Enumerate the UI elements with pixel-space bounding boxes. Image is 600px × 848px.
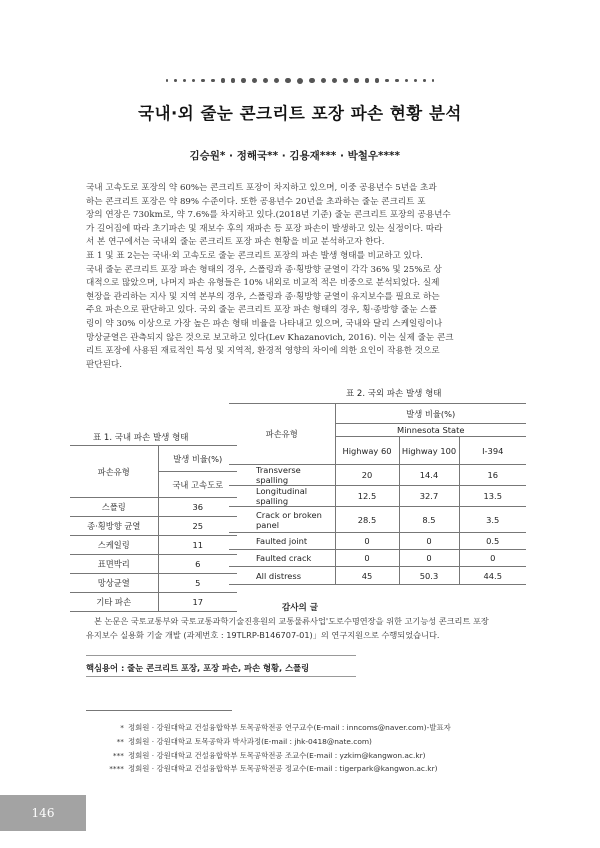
table1-cell-type: 스폴링 <box>70 498 158 517</box>
table2-cell-value: 0 <box>399 550 459 567</box>
paragraph-line: 서 본 연구에서는 국내외 줄눈 콘크리트 포장 파손 현황을 비교 분석하고자 한다. <box>86 237 385 248</box>
decorative-dot <box>432 79 435 82</box>
decorative-dot <box>274 78 279 83</box>
body-paragraph-1 <box>86 182 524 250</box>
decorative-dot <box>211 79 215 83</box>
decorative-dot <box>423 79 426 82</box>
paragraph-line: 링이 약 30% 이상으로 가장 높은 파손 형태 비율을 나타내고 있으며, 국내와 달리 스케일링이나 <box>86 318 443 329</box>
table1-cell-type: 스케일링 <box>70 536 158 555</box>
decorative-dot <box>375 78 379 82</box>
decorative-dot <box>166 79 169 82</box>
table2-col-header: Highway 100 <box>399 437 459 465</box>
table1-header-ratio: 발생 비율(%) <box>158 446 237 472</box>
table2-col-header: Highway 60 <box>335 437 399 465</box>
footnote: ** 정회원 · 강원대학교 토목공학과 박사과정(E-mail : jhk-0418@nate.com) <box>116 736 372 746</box>
table-row <box>70 574 237 593</box>
acknowledgement-text <box>86 614 524 642</box>
table2-cell-value: 0.5 <box>459 533 526 550</box>
table1-cell-type: 망상균열 <box>70 574 158 593</box>
acknowledgement-line: 본 논문은 국토교통부와 국토교통과학기술진흥원의 교통물류사업'도로수명연장을 위한 고기능성 콘크리트 포장 <box>94 616 489 626</box>
table2-cell-value: 44.5 <box>459 567 526 585</box>
table1-cell-value: 17 <box>158 593 237 612</box>
table2-cell-type: Longitudinal spalling <box>229 486 335 507</box>
table-row <box>229 533 526 550</box>
table2-cell-value: 8.5 <box>399 507 459 533</box>
table1-header-sub: 국내 고속도로 <box>158 472 237 498</box>
keywords: 핵심용어 : 줄눈 콘크리트 포장, 포장 파손, 파손 형황, 스폴링 <box>86 663 310 673</box>
acknowledgement-line: 유지보수 실용화 기술 개발 (과제번호 : 19TLRP-B146707-01)」의 연구지원으로 수행되었습니다. <box>86 630 440 640</box>
footnote: * 정회원 · 강원대학교 건설융합학부 토목공학전공 연구교수(E-mail : inncoms@naver.com)-발표자 <box>120 723 451 732</box>
table2-cell-value: 3.5 <box>459 507 526 533</box>
decorative-dot <box>297 78 303 84</box>
paragraph-line: 국내 고속도로 포장의 약 60%는 콘크리트 포장이 차지하고 있으며, 이중 공용년수 5년을 초과 <box>86 183 437 193</box>
decorative-dot <box>332 78 337 83</box>
table2-cell-type: Faulted joint <box>229 533 335 550</box>
table2-foreign-distress <box>229 403 526 585</box>
table-row <box>70 498 237 517</box>
decorative-dot <box>221 78 225 82</box>
paragraph-line: 하는 콘크리트 포장은 약 89% 수준이다. 또한 공용년수 20년을 초과하는 줄눈 콘크리트 포 <box>86 196 426 207</box>
acknowledgement-title: 감사의 글 <box>281 603 319 613</box>
table2-cell-value: 28.5 <box>335 507 399 533</box>
table2-cell-value: 32.7 <box>399 486 459 507</box>
table2-cell-value: 13.5 <box>459 486 526 507</box>
author-list: 김승원* · 정해국** · 김용재*** · 박철우**** <box>189 150 400 162</box>
keyword-rule-bottom <box>86 676 356 677</box>
footnote: *** 정회원 · 강원대학교 건설융합학부 토목공학전공 조교수(E-mail : yzkim@kangwon.ac.kr) <box>112 750 426 760</box>
table2-cell-value: 0 <box>459 550 526 567</box>
table1-header-type: 파손유형 <box>70 446 158 498</box>
table2-cell-type: Crack or broken panel <box>229 507 335 533</box>
keyword-rule-top <box>86 655 356 656</box>
decorative-dot <box>354 78 359 83</box>
table1-cell-value: 6 <box>158 555 237 574</box>
decorative-dot <box>285 78 291 84</box>
paragraph-line: 현장을 관리하는 지사 및 지역 본부의 경우, 스폴링과 종·횡방향 균열이 유지보수를 필요로 하는 <box>86 291 440 302</box>
paragraph-line: 리트 포장에 사용된 재료적인 특성 및 지역적, 환경적 영향의 차이에 의한 요인이 작용한 것으로 <box>86 346 440 357</box>
decorative-dot <box>192 79 195 82</box>
paragraph-line: 장의 연장은 730km로, 약 7.6%를 차지하고 있다.(2018년 기준) 줄눈 콘크리트 포장의 공용년수 <box>86 210 451 221</box>
table-row <box>70 517 237 536</box>
decorative-dot <box>231 78 235 82</box>
decorative-dot <box>395 79 399 83</box>
table1-cell-type: 표면박리 <box>70 555 158 574</box>
table2-header-state: Minnesota State <box>335 424 526 437</box>
table-row <box>229 465 526 486</box>
decorative-dot <box>263 78 268 83</box>
table2-cell-value: 0 <box>335 550 399 567</box>
table2-cell-value: 14.4 <box>399 465 459 486</box>
table-row <box>70 536 237 555</box>
paragraph-line: 국내 줄눈 콘크리트 포장 파손 형태의 경우, 스폴링과 종·횡방향 균열이 각각 36% 및 25%로 상 <box>86 264 442 275</box>
table2-col-header: I-394 <box>459 437 526 465</box>
table-row <box>229 567 526 585</box>
decorative-dot <box>201 79 205 83</box>
table1-cell-value: 5 <box>158 574 237 593</box>
table-row <box>229 550 526 567</box>
decorative-dot <box>309 78 315 84</box>
page-number: 146 <box>0 795 86 831</box>
table2-caption: 표 2. 국외 파손 발생 형태 <box>346 389 442 399</box>
table1-cell-type: 기타 파손 <box>70 593 158 612</box>
table2-cell-type: All distress <box>229 567 335 585</box>
table1-cell-type: 종·횡방향 균열 <box>70 517 158 536</box>
decorative-dot <box>241 78 246 83</box>
decorative-dot <box>183 79 186 82</box>
paragraph-line: 대적으로 많았으며, 나머지 파손 유형들은 10% 내외로 비교적 적은 비중으로 분석되었다. 실제 <box>86 278 440 289</box>
decorative-dot-row <box>0 70 600 80</box>
table2-cell-value: 45 <box>335 567 399 585</box>
decorative-dot <box>414 79 417 82</box>
table2-cell-value: 16 <box>459 465 526 486</box>
body-paragraph-2 <box>86 250 524 372</box>
paragraph-line: 표 1 및 표 2는는 국내·외 고속도로 줄눈 콘크리트 포장의 파손 발생 형태를 비교하고 있다. <box>86 251 423 261</box>
footnote: **** 정회원 · 강원대학교 건설융합학부 토목공학전공 정교수(E-mail : tigerpark@kangwon.ac.kr) <box>109 764 438 774</box>
decorative-dot <box>405 79 408 82</box>
table1-cell-value: 11 <box>158 536 237 555</box>
paragraph-line: 주요 파손으로 판단하고 있다. 국외 줄눈 콘크리트 포장 파손 형태의 경우, 횡·종방향 줄눈 스폴 <box>86 305 437 316</box>
table2-cell-type: Transverse spalling <box>229 465 335 486</box>
decorative-dot <box>252 78 257 83</box>
paper-title: 국내·외 줄눈 콘크리트 포장 파손 현황 분석 <box>138 104 462 123</box>
table1-caption: 표 1. 국내 파손 발생 형태 <box>93 433 189 443</box>
table2-cell-type: Faulted crack <box>229 550 335 567</box>
table1-domestic-distress <box>70 445 237 612</box>
table2-cell-value: 12.5 <box>335 486 399 507</box>
decorative-dot <box>365 78 369 82</box>
table1-cell-value: 36 <box>158 498 237 517</box>
table2-cell-value: 50.3 <box>399 567 459 585</box>
table2-header-ratio: 발생 비율(%) <box>335 404 526 424</box>
table-row <box>229 507 526 533</box>
footnotes <box>100 721 520 776</box>
paragraph-line: 망상균열은 관측되지 않은 것으로 보고하고 있다(Lev Khazanovich, 2016). 이는 실제 줄눈 콘크 <box>86 332 454 343</box>
table-row <box>229 486 526 507</box>
paragraph-line: 판단된다. <box>86 359 122 370</box>
table2-cell-value: 0 <box>335 533 399 550</box>
paragraph-line: 가 길어짐에 따라 초기파손 및 재보수 후의 재파손 등 포장 파손이 발생하고 있는 실정이다. 따라 <box>86 223 443 234</box>
table2-header-type: 파손유형 <box>229 404 335 465</box>
decorative-dot <box>174 79 177 82</box>
footnote-divider <box>86 710 232 711</box>
table2-cell-value: 0 <box>399 533 459 550</box>
decorative-dot <box>385 79 389 83</box>
table2-cell-value: 20 <box>335 465 399 486</box>
table-row <box>70 555 237 574</box>
table1-cell-value: 25 <box>158 517 237 536</box>
decorative-dot <box>321 78 326 83</box>
decorative-dot <box>343 78 348 83</box>
